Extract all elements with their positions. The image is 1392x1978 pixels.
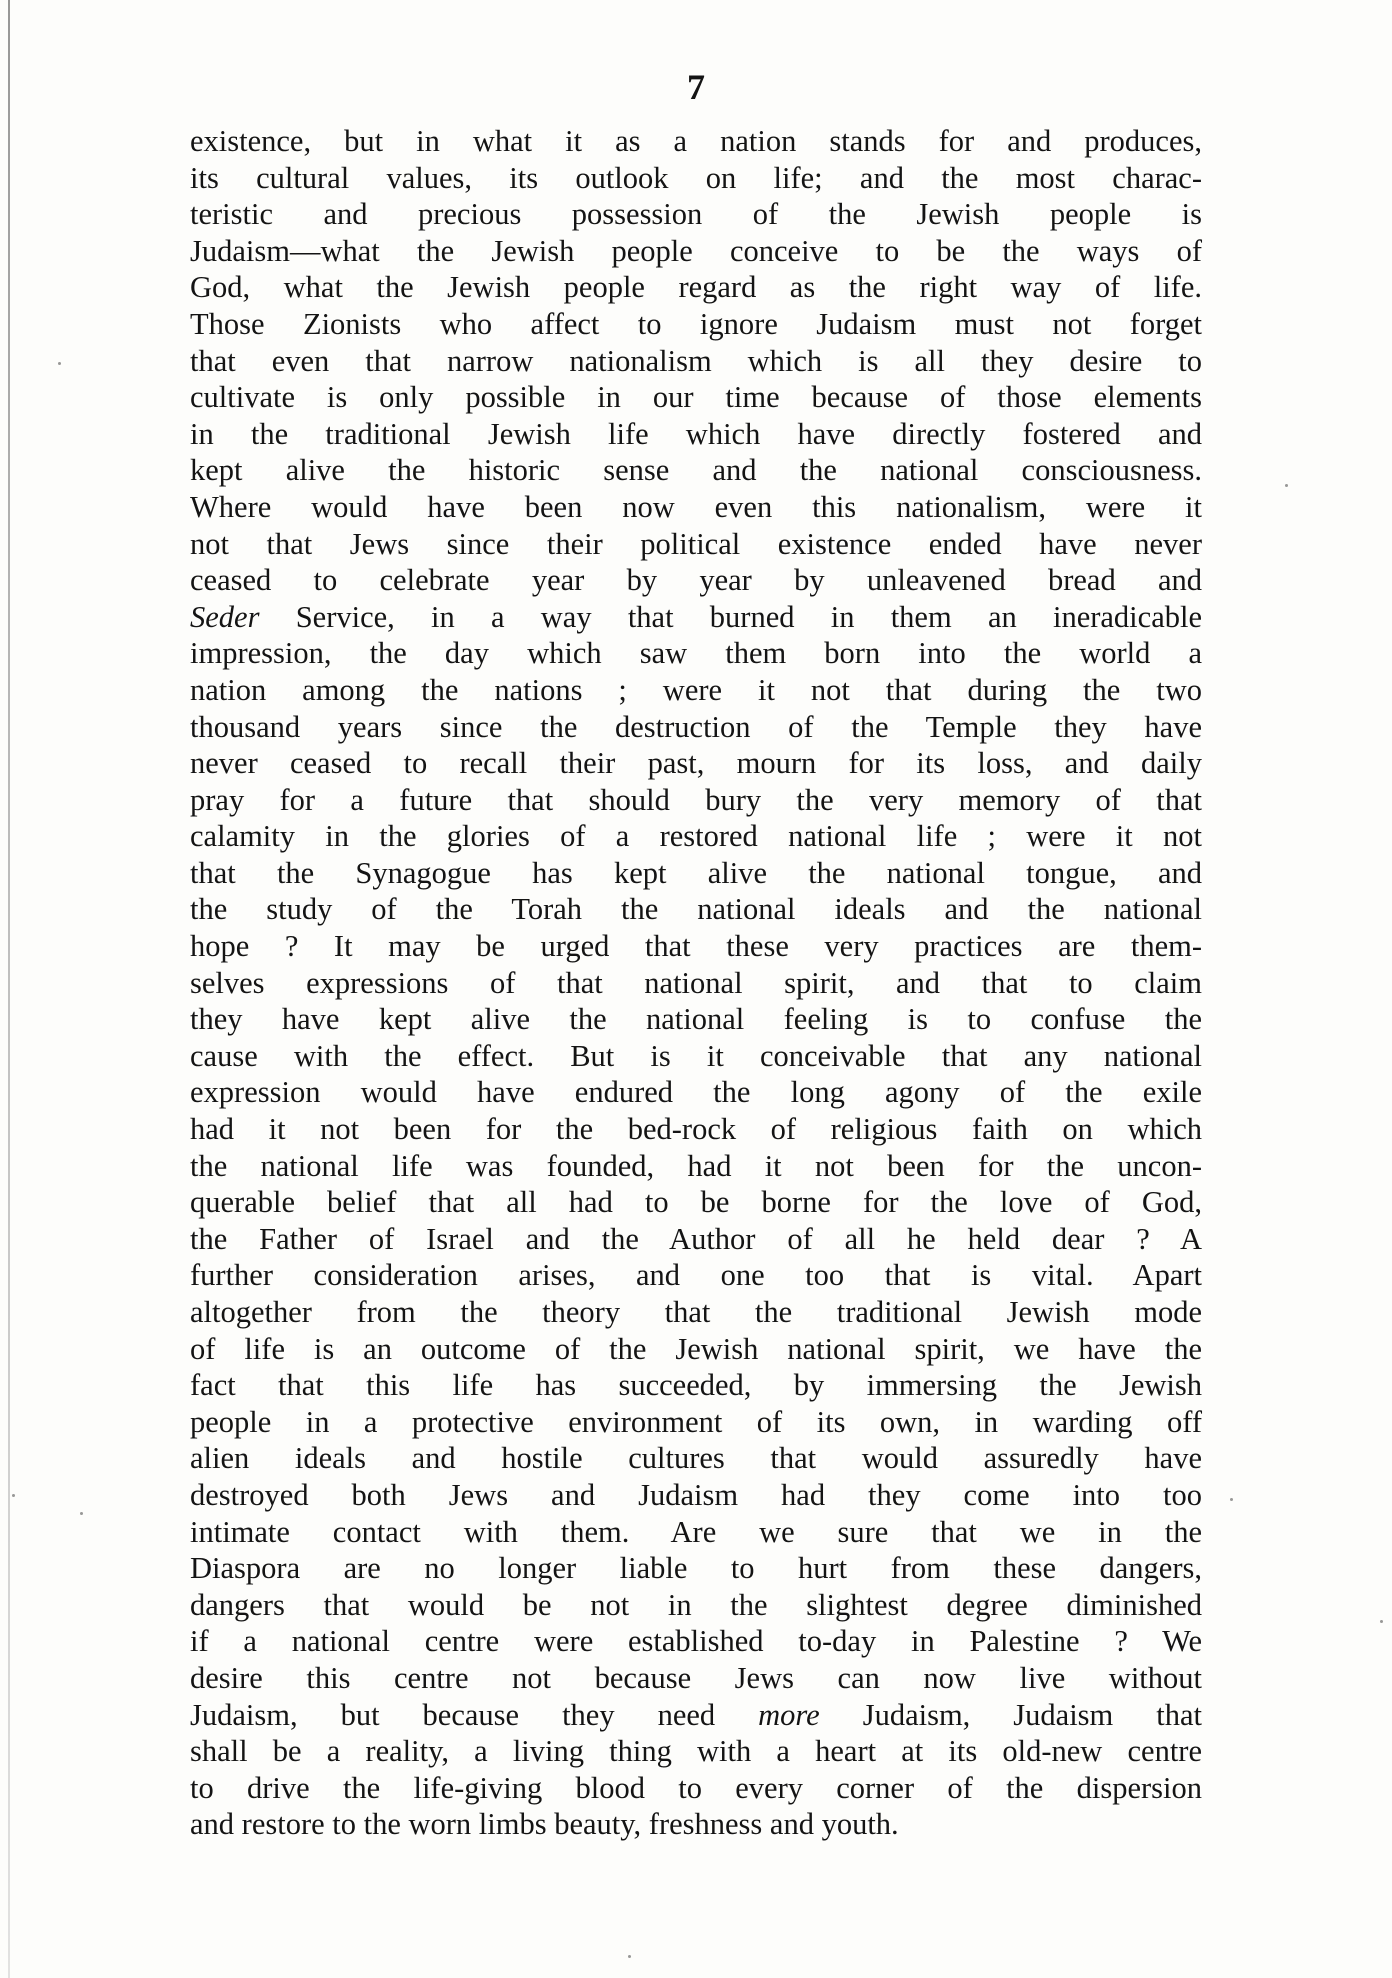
text-line [190,1477,1202,1514]
text-segment: in the traditional Jewish life which have directly fostered and [190,416,1202,451]
text-line [190,599,1202,636]
text-segment: to drive the life-giving blood to every corner of the dispersion [190,1770,1202,1805]
text-segment: Those Zionists who affect to ignore Judaism must not forget [190,306,1202,341]
text-line [190,928,1202,965]
text-line [190,1733,1202,1770]
text-segment: they have kept alive the national feeling is to confuse the [190,1002,1202,1037]
text-segment: nation among the nations ; were it not that during the two [190,672,1202,707]
text-line [190,1697,1202,1734]
scan-speck [1285,484,1288,487]
text-line [190,891,1202,928]
text-line [190,965,1202,1002]
text-segment: selves expressions of that national spirit, and that to claim [190,965,1202,1000]
text-line [190,562,1202,599]
text-segment: that the Synagogue has kept alive the national tongue, and [190,855,1202,890]
text-line [190,1001,1202,1038]
text-line [190,306,1202,343]
text-line [190,1331,1202,1368]
text-line [190,709,1202,746]
text-line [190,416,1202,453]
text-segment: cause with the effect. But is it conceivable that any national [190,1038,1202,1073]
text-segment: never ceased to recall their past, mourn for its loss, and daily [190,746,1202,781]
text-line [190,1623,1202,1660]
text-line [190,1367,1202,1404]
text-segment: the study of the Torah the national ideals and the national [190,892,1202,927]
text-line [190,855,1202,892]
text-segment: intimate contact with them. Are we sure that we in the [190,1514,1202,1549]
text-segment: altogether from the theory that the traditional Jewish mode [190,1295,1202,1329]
text-segment: Judaism, Judaism that [819,1697,1202,1732]
text-line [190,123,1202,160]
text-line [190,233,1202,270]
text-segment: that even that narrow nationalism which is all they desire to [190,343,1202,378]
scan-speck [1230,1498,1233,1501]
text-segment: Judaism—what the Jewish people conceive to be the ways of [190,233,1202,268]
text-line [190,1587,1202,1624]
text-line [190,745,1202,782]
page-number: 7 [687,67,705,107]
text-line [190,343,1202,380]
text-line [190,1111,1202,1148]
text-line [190,452,1202,489]
text-line [190,1221,1202,1258]
text-segment: teristic and precious possession of the Jewish people is [190,197,1202,232]
scan-edge-shadow [8,0,10,1978]
text-segment: hope ? It may be urged that these very practices are them- [190,929,1202,964]
text-line [190,1257,1202,1294]
scan-speck [12,1494,15,1497]
text-line [190,379,1202,416]
text-segment: had it not been for the bed-rock of religious faith on which [190,1112,1202,1147]
text-segment: and restore to the worn limbs beauty, freshness and youth. [190,1807,899,1842]
text-segment: destroyed both Jews and Judaism had they come into too [190,1477,1202,1512]
text-segment: kept alive the historic sense and the national consciousness. [190,453,1202,488]
text-line [190,672,1202,709]
text-segment: cultivate is only possible in our time because of those elements [190,380,1202,415]
text-segment: ceased to celebrate year by year by unleavened bread and [190,563,1202,598]
text-segment: Judaism, but because they need [190,1697,759,1732]
text-line [190,1806,1202,1843]
text-line [190,526,1202,563]
text-line [190,1770,1202,1807]
text-line [190,160,1202,197]
text-line [190,196,1202,233]
text-segment: the Father of Israel and the Author of all he held dear ? A [190,1221,1202,1256]
text-line [190,1440,1202,1477]
text-segment: God, what the Jewish people regard as the right way of life. [190,270,1202,305]
text-line [190,1184,1202,1221]
text-line [190,1660,1202,1697]
italic-text: more [758,1697,820,1732]
text-segment: alien ideals and hostile cultures that would assuredly have [190,1441,1202,1476]
text-line [190,1514,1202,1551]
text-segment: dangers that would be not in the slightest degree diminished [190,1587,1202,1622]
text-line [190,489,1202,526]
text-line [190,818,1202,855]
scan-speck [80,1512,83,1515]
text-line [190,782,1202,819]
text-line [190,1550,1202,1587]
text-segment: further consideration arises, and one too that is vital. Apart [190,1258,1202,1293]
text-segment: Where would have been now even this nationalism, were it [190,489,1202,524]
text-segment: impression, the day which saw them born into the world a [190,636,1202,671]
text-segment: fact that this life has succeeded, by immersing the Jewish [190,1368,1202,1403]
text-segment: Service, in a way that burned in them an ineradicable [259,599,1202,634]
italic-text: Seder [190,599,260,634]
text-line [190,635,1202,672]
text-segment: Diaspora are no longer liable to hurt from these dangers, [190,1551,1202,1586]
text-segment: expression would have endured the long agony of the exile [190,1075,1202,1110]
text-line [190,1148,1202,1185]
text-segment: existence, but in what it as a nation stands for and produces, [190,124,1202,158]
text-segment: calamity in the glories of a restored national life ; were it not [190,819,1202,854]
text-segment: desire this centre not because Jews can now live without [190,1660,1202,1695]
text-line [190,1294,1202,1331]
scan-speck [628,1955,631,1958]
scan-speck [1380,1620,1383,1623]
text-segment: its cultural values, its outlook on life; and the most charac- [190,160,1202,195]
text-segment: if a national centre were established to-day in Palestine ? We [190,1624,1202,1659]
text-segment: querable belief that all had to be borne for the love of God, [190,1185,1202,1220]
text-segment: the national life was founded, had it not been for the uncon- [190,1148,1202,1183]
text-segment: of life is an outcome of the Jewish national spirit, we have the [190,1331,1202,1366]
text-segment: thousand years since the destruction of the Temple they have [190,709,1202,744]
body-paragraph [190,123,1202,1843]
text-segment: pray for a future that should bury the very memory of that [190,782,1202,817]
scan-speck [58,362,61,365]
text-line [190,1074,1202,1111]
text-line [190,1038,1202,1075]
text-line [190,1404,1202,1441]
text-segment: people in a protective environment of its own, in warding off [190,1404,1202,1439]
text-segment: not that Jews since their political existence ended have never [190,526,1202,561]
text-line [190,269,1202,306]
text-segment: shall be a reality, a living thing with a heart at its old-new centre [190,1734,1202,1769]
